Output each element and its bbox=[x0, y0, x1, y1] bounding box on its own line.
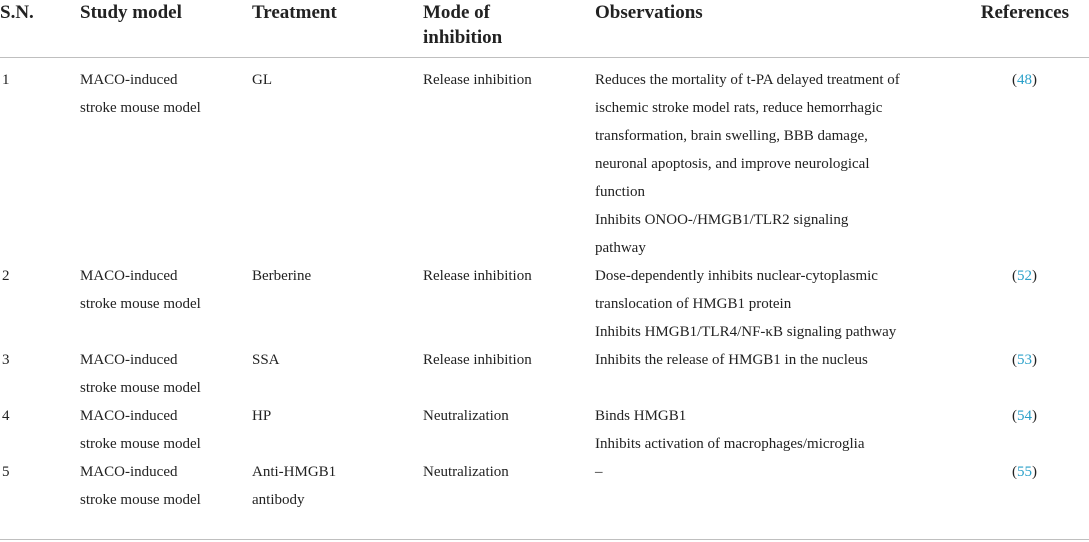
study-model-line-2: stroke mouse model bbox=[80, 100, 201, 116]
cell-treatment bbox=[252, 58, 423, 263]
cell-mode-of-inhibition: Release inhibition bbox=[423, 72, 532, 88]
reference-link[interactable]: 54 bbox=[1017, 408, 1032, 424]
cell-treatment bbox=[252, 458, 423, 514]
observation-line: Inhibits the release of HMGB1 in the nucleus bbox=[595, 352, 868, 368]
treatment-line-1: Anti-HMGB1 bbox=[252, 464, 337, 480]
table-row bbox=[0, 458, 1089, 514]
study-model-line-1: MACO-induced bbox=[80, 72, 178, 88]
study-model-line-1: MACO-induced bbox=[80, 408, 178, 424]
cell-reference bbox=[967, 262, 1089, 346]
reference-close-paren: ) bbox=[1032, 352, 1037, 368]
observation-line: ischemic stroke model rats, reduce hemorrhagic bbox=[595, 100, 883, 116]
reference-link[interactable]: 48 bbox=[1017, 72, 1032, 88]
treatment-line-1: Berberine bbox=[252, 268, 312, 284]
table-bottom-rule bbox=[0, 539, 1089, 540]
cell-observations bbox=[595, 402, 967, 458]
cell-study-model bbox=[80, 346, 252, 402]
reference-link[interactable]: 55 bbox=[1017, 464, 1032, 480]
header-references: References bbox=[980, 2, 1069, 23]
reference-close-paren: ) bbox=[1032, 408, 1037, 424]
header-observations: Observations bbox=[595, 2, 703, 23]
table-row bbox=[0, 402, 1089, 458]
reference-open-paren: ( bbox=[1012, 408, 1017, 424]
cell-mode-of-inhibition: Neutralization bbox=[423, 408, 509, 424]
cell-sn: 2 bbox=[2, 268, 10, 284]
observation-line: Binds HMGB1 bbox=[595, 408, 687, 424]
observation-line: transformation, brain swelling, BBB damage, bbox=[595, 128, 868, 144]
observation-line: Dose-dependently inhibits nuclear-cytoplasmic bbox=[595, 268, 878, 284]
cell-reference bbox=[967, 458, 1089, 514]
cell-sn: 4 bbox=[2, 408, 10, 424]
cell-mode-of-inhibition: Release inhibition bbox=[423, 268, 532, 284]
observation-line: Inhibits ONOO-/HMGB1/TLR2 signaling bbox=[595, 212, 849, 228]
study-model-line-2: stroke mouse model bbox=[80, 380, 201, 396]
table-header-row bbox=[0, 0, 1089, 58]
reference-close-paren: ) bbox=[1032, 268, 1037, 284]
cell-sn: 5 bbox=[2, 464, 10, 480]
header-study-model: Study model bbox=[80, 2, 182, 23]
cell-reference bbox=[967, 346, 1089, 402]
observation-line: function bbox=[595, 184, 645, 200]
reference-open-paren: ( bbox=[1012, 464, 1017, 480]
header-mode-line-2: inhibition bbox=[423, 27, 503, 48]
header-mode-line-1: Mode of bbox=[423, 2, 491, 23]
cell-study-model bbox=[80, 58, 252, 263]
study-model-line-2: stroke mouse model bbox=[80, 436, 201, 452]
reference-link[interactable]: 52 bbox=[1017, 268, 1032, 284]
cell-mode-of-inhibition: Release inhibition bbox=[423, 352, 532, 368]
cell-treatment bbox=[252, 346, 423, 402]
study-model-line-1: MACO-induced bbox=[80, 268, 178, 284]
cell-sn: 1 bbox=[2, 72, 10, 88]
cell-observations bbox=[595, 346, 967, 402]
treatment-line-1: GL bbox=[252, 72, 272, 88]
table-row bbox=[0, 346, 1089, 402]
reference-close-paren: ) bbox=[1032, 464, 1037, 480]
study-model-line-2: stroke mouse model bbox=[80, 492, 201, 508]
study-model-line-2: stroke mouse model bbox=[80, 296, 201, 312]
cell-observations bbox=[595, 458, 967, 514]
table-body bbox=[0, 58, 1089, 515]
cell-reference bbox=[967, 402, 1089, 458]
observation-line: pathway bbox=[595, 240, 646, 256]
reference-open-paren: ( bbox=[1012, 352, 1017, 368]
treatment-line-1: SSA bbox=[252, 352, 280, 368]
treatment-line-1: HP bbox=[252, 408, 272, 424]
observation-line: neuronal apoptosis, and improve neurological bbox=[595, 156, 870, 172]
observation-line: translocation of HMGB1 protein bbox=[595, 296, 792, 312]
cell-study-model bbox=[80, 262, 252, 346]
reference-link[interactable]: 53 bbox=[1017, 352, 1032, 368]
header-treatment: Treatment bbox=[252, 2, 337, 23]
observation-line: – bbox=[595, 464, 603, 480]
cell-sn: 3 bbox=[2, 352, 10, 368]
cell-study-model bbox=[80, 458, 252, 514]
cell-study-model bbox=[80, 402, 252, 458]
header-sn: S.N. bbox=[0, 2, 34, 23]
cell-observations bbox=[595, 58, 967, 263]
observation-line: Reduces the mortality of t-PA delayed treatment of bbox=[595, 72, 900, 88]
cell-treatment bbox=[252, 262, 423, 346]
cell-observations bbox=[595, 262, 967, 346]
observation-line: Inhibits activation of macrophages/microglia bbox=[595, 436, 865, 452]
cell-mode-of-inhibition: Neutralization bbox=[423, 464, 509, 480]
table-row bbox=[0, 58, 1089, 263]
study-model-line-1: MACO-induced bbox=[80, 464, 178, 480]
header-mode-of-inhibition bbox=[423, 0, 595, 58]
observation-line: Inhibits HMGB1/TLR4/NF-κB signaling pathway bbox=[595, 324, 897, 340]
treatment-line-2: antibody bbox=[252, 492, 305, 508]
cell-treatment bbox=[252, 402, 423, 458]
table-row bbox=[0, 262, 1089, 346]
study-model-line-1: MACO-induced bbox=[80, 352, 178, 368]
cell-reference bbox=[967, 58, 1089, 263]
reference-open-paren: ( bbox=[1012, 72, 1017, 88]
reference-close-paren: ) bbox=[1032, 72, 1037, 88]
reference-open-paren: ( bbox=[1012, 268, 1017, 284]
